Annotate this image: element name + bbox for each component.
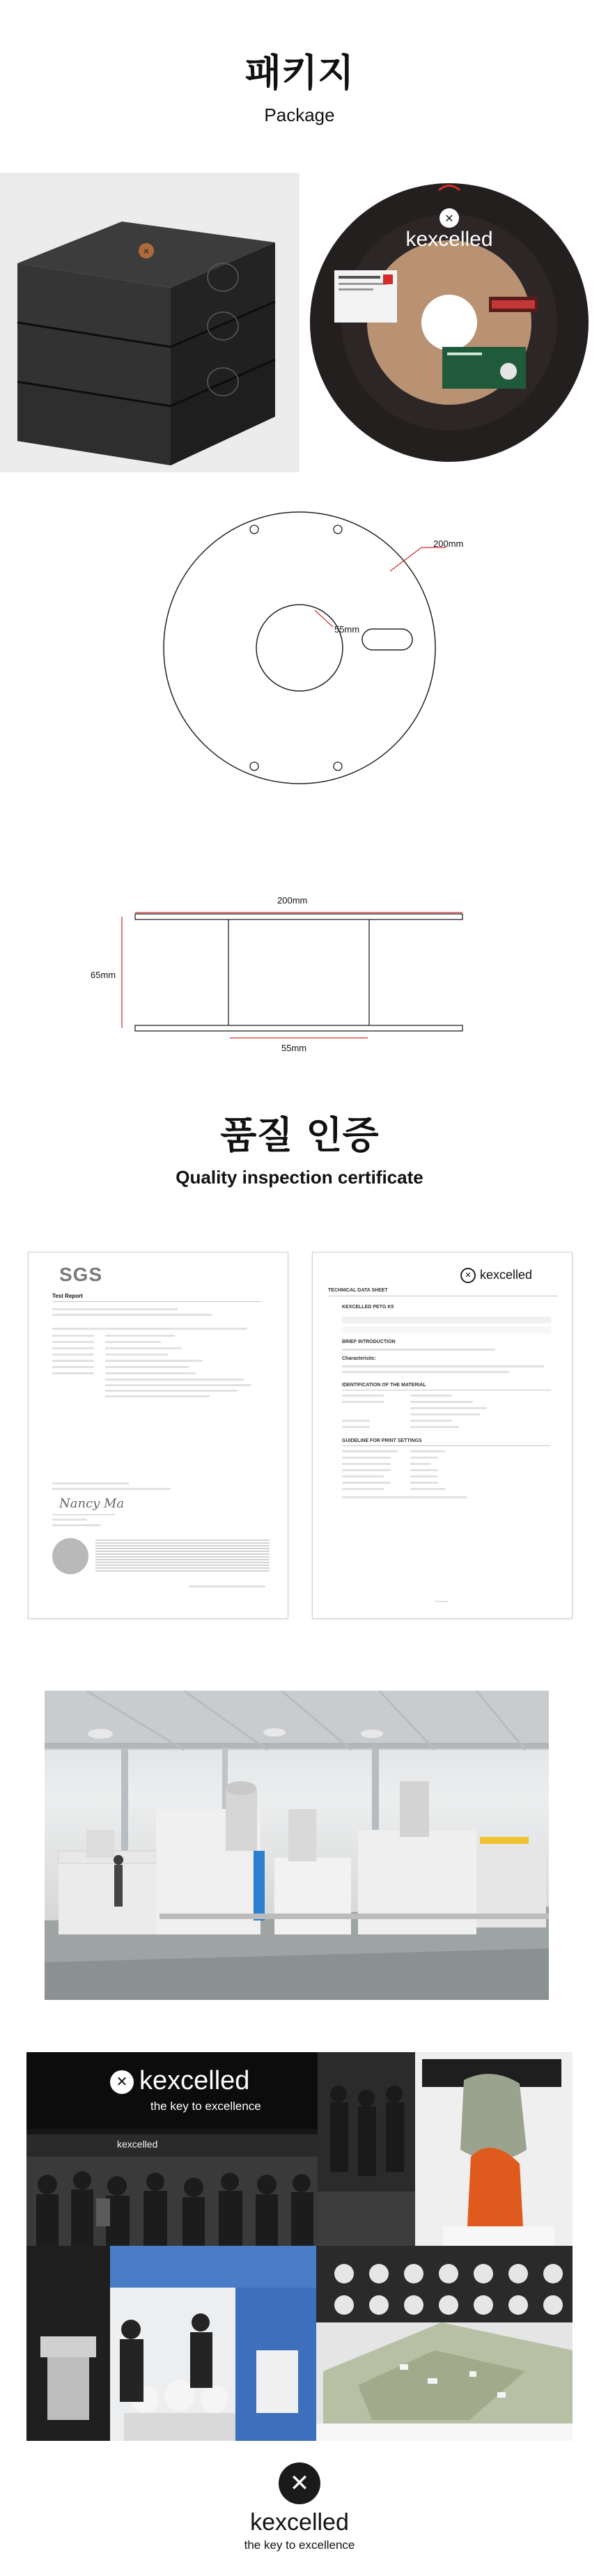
expo-booth-brand: kexcelled — [117, 2139, 158, 2150]
package-title-kr: 패키지 — [244, 51, 355, 95]
technical-data-sheet — [312, 1252, 573, 1619]
svg-text:✕: ✕ — [142, 247, 150, 256]
expo-display-photo — [318, 2052, 573, 2246]
spool-dimension-drawing — [0, 509, 599, 1066]
expo-machines-photo — [26, 2246, 316, 2441]
sgs-heading: Test Report — [52, 1293, 83, 1299]
tds-heading: TECHNICAL DATA SHEET — [328, 1288, 388, 1293]
footer-logo-icon: ✕ — [279, 2462, 320, 2504]
quality-title-kr: 품질 인증 — [220, 1113, 379, 1157]
expo-model-photo — [316, 2246, 573, 2441]
tds-intro: BRIEF INTRODUCTION — [342, 1340, 396, 1344]
quality-title-en: Quality inspection certificate — [176, 1167, 423, 1188]
tds-characteristic: Characteristic: — [342, 1356, 377, 1361]
expo-banner-brand: kexcelled — [139, 2066, 250, 2095]
factory-photo — [45, 1691, 549, 2000]
tds-logo-icon: ✕ — [460, 1268, 476, 1283]
package-title-en: Package — [264, 104, 335, 125]
box-stack-photo — [0, 173, 300, 472]
height-side-label: 65mm — [91, 970, 116, 980]
spool-photo — [300, 173, 599, 472]
tds-guideline: GUIDELINE FOR PRINT SETTINGS — [342, 1438, 422, 1443]
sgs-seal-icon — [52, 1538, 88, 1574]
expo-booth-photo — [26, 2052, 318, 2246]
spool-brand-text: kexcelled — [405, 228, 493, 251]
width-bottom-label: 55mm — [281, 1043, 307, 1053]
sgs-logo: SGS — [59, 1264, 103, 1285]
expo-banner-tagline: the key to excellence — [150, 2100, 261, 2113]
sgs-signature: Nancy Ma — [59, 1496, 125, 1511]
svg-text:✕: ✕ — [444, 212, 454, 225]
footer-brand: kexcelled — [250, 2509, 349, 2536]
tds-product: KEXCELLED PETG K5 — [342, 1305, 394, 1310]
hub-diameter-label: 55mm — [334, 624, 360, 635]
footer-tagline: the key to excellence — [244, 2538, 355, 2552]
width-top-label: 200mm — [277, 895, 308, 906]
outer-diameter-label: 200mm — [433, 538, 464, 549]
tds-identification: IDENTIFICATION OF THE MATERIAL — [342, 1383, 426, 1388]
expo-banner-logo-icon: ✕ — [110, 2070, 134, 2094]
tds-brand: kexcelled — [480, 1268, 533, 1282]
sgs-test-report — [28, 1252, 288, 1619]
